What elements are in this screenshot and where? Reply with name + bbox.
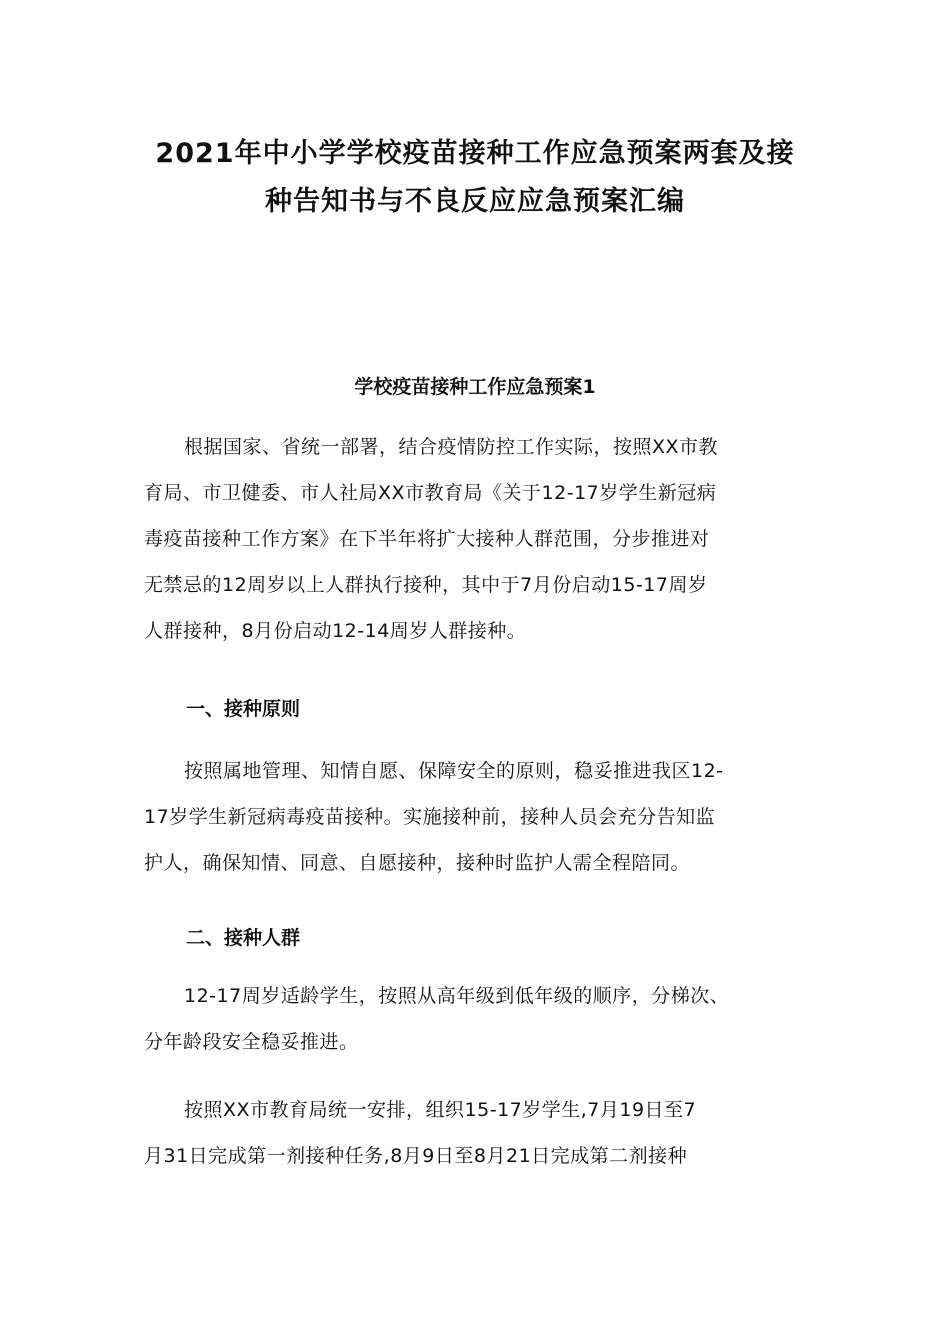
text-line: 育局、市卫健委、市人社局XX市教育局《关于12-17岁学生新冠病 (144, 482, 717, 504)
text-line: 人群接种，8月份启动12-14周岁人群接种。 (144, 620, 527, 642)
text-line: 毒疫苗接种工作方案》在下半年将扩大接种人群范围，分步推进对 (144, 528, 710, 550)
text-line: 无禁忌的12周岁以上人群执行接种，其中于7月份启动15-17周岁 (144, 574, 708, 596)
title-line: 2021年中小学学校疫苗接种工作应急预案两套及接 (155, 138, 795, 169)
heading-principles: 一、接种原则 (186, 698, 301, 720)
heading-population: 二、接种人群 (186, 927, 301, 949)
text-line: 月31日完成第一剂接种任务,8月9日至8月21日完成第二剂接种 (144, 1145, 688, 1167)
section-title: 学校疫苗接种工作应急预案1 (354, 376, 596, 398)
paragraph-schedule (144, 1087, 809, 1179)
text-line: 分年龄段安全稳妥推进。 (144, 1031, 359, 1053)
title-line: 种告知书与不良反应应急预案汇编 (265, 186, 685, 217)
paragraph-principles (144, 748, 809, 886)
paragraph-intro (144, 424, 809, 654)
text-line: 护人，确保知情、同意、自愿接种，接种时监护人需全程陪同。 (144, 852, 691, 874)
document-title (100, 130, 850, 226)
text-line: 按照XX市教育局统一安排，组织15-17岁学生,7月19日至7 (184, 1099, 697, 1121)
text-line: 12-17周岁适龄学生，按照从高年级到低年级的顺序，分梯次、 (184, 985, 730, 1007)
text-line: 按照属地管理、知情自愿、保障安全的原则，稳妥推进我区12- (184, 760, 724, 782)
paragraph-population (144, 973, 809, 1065)
text-line: 17岁学生新冠病毒疫苗接种。实施接种前，接种人员会充分告知监 (144, 806, 716, 828)
text-line: 根据国家、省统一部署，结合疫情防控工作实际，按照XX市教 (184, 436, 719, 458)
